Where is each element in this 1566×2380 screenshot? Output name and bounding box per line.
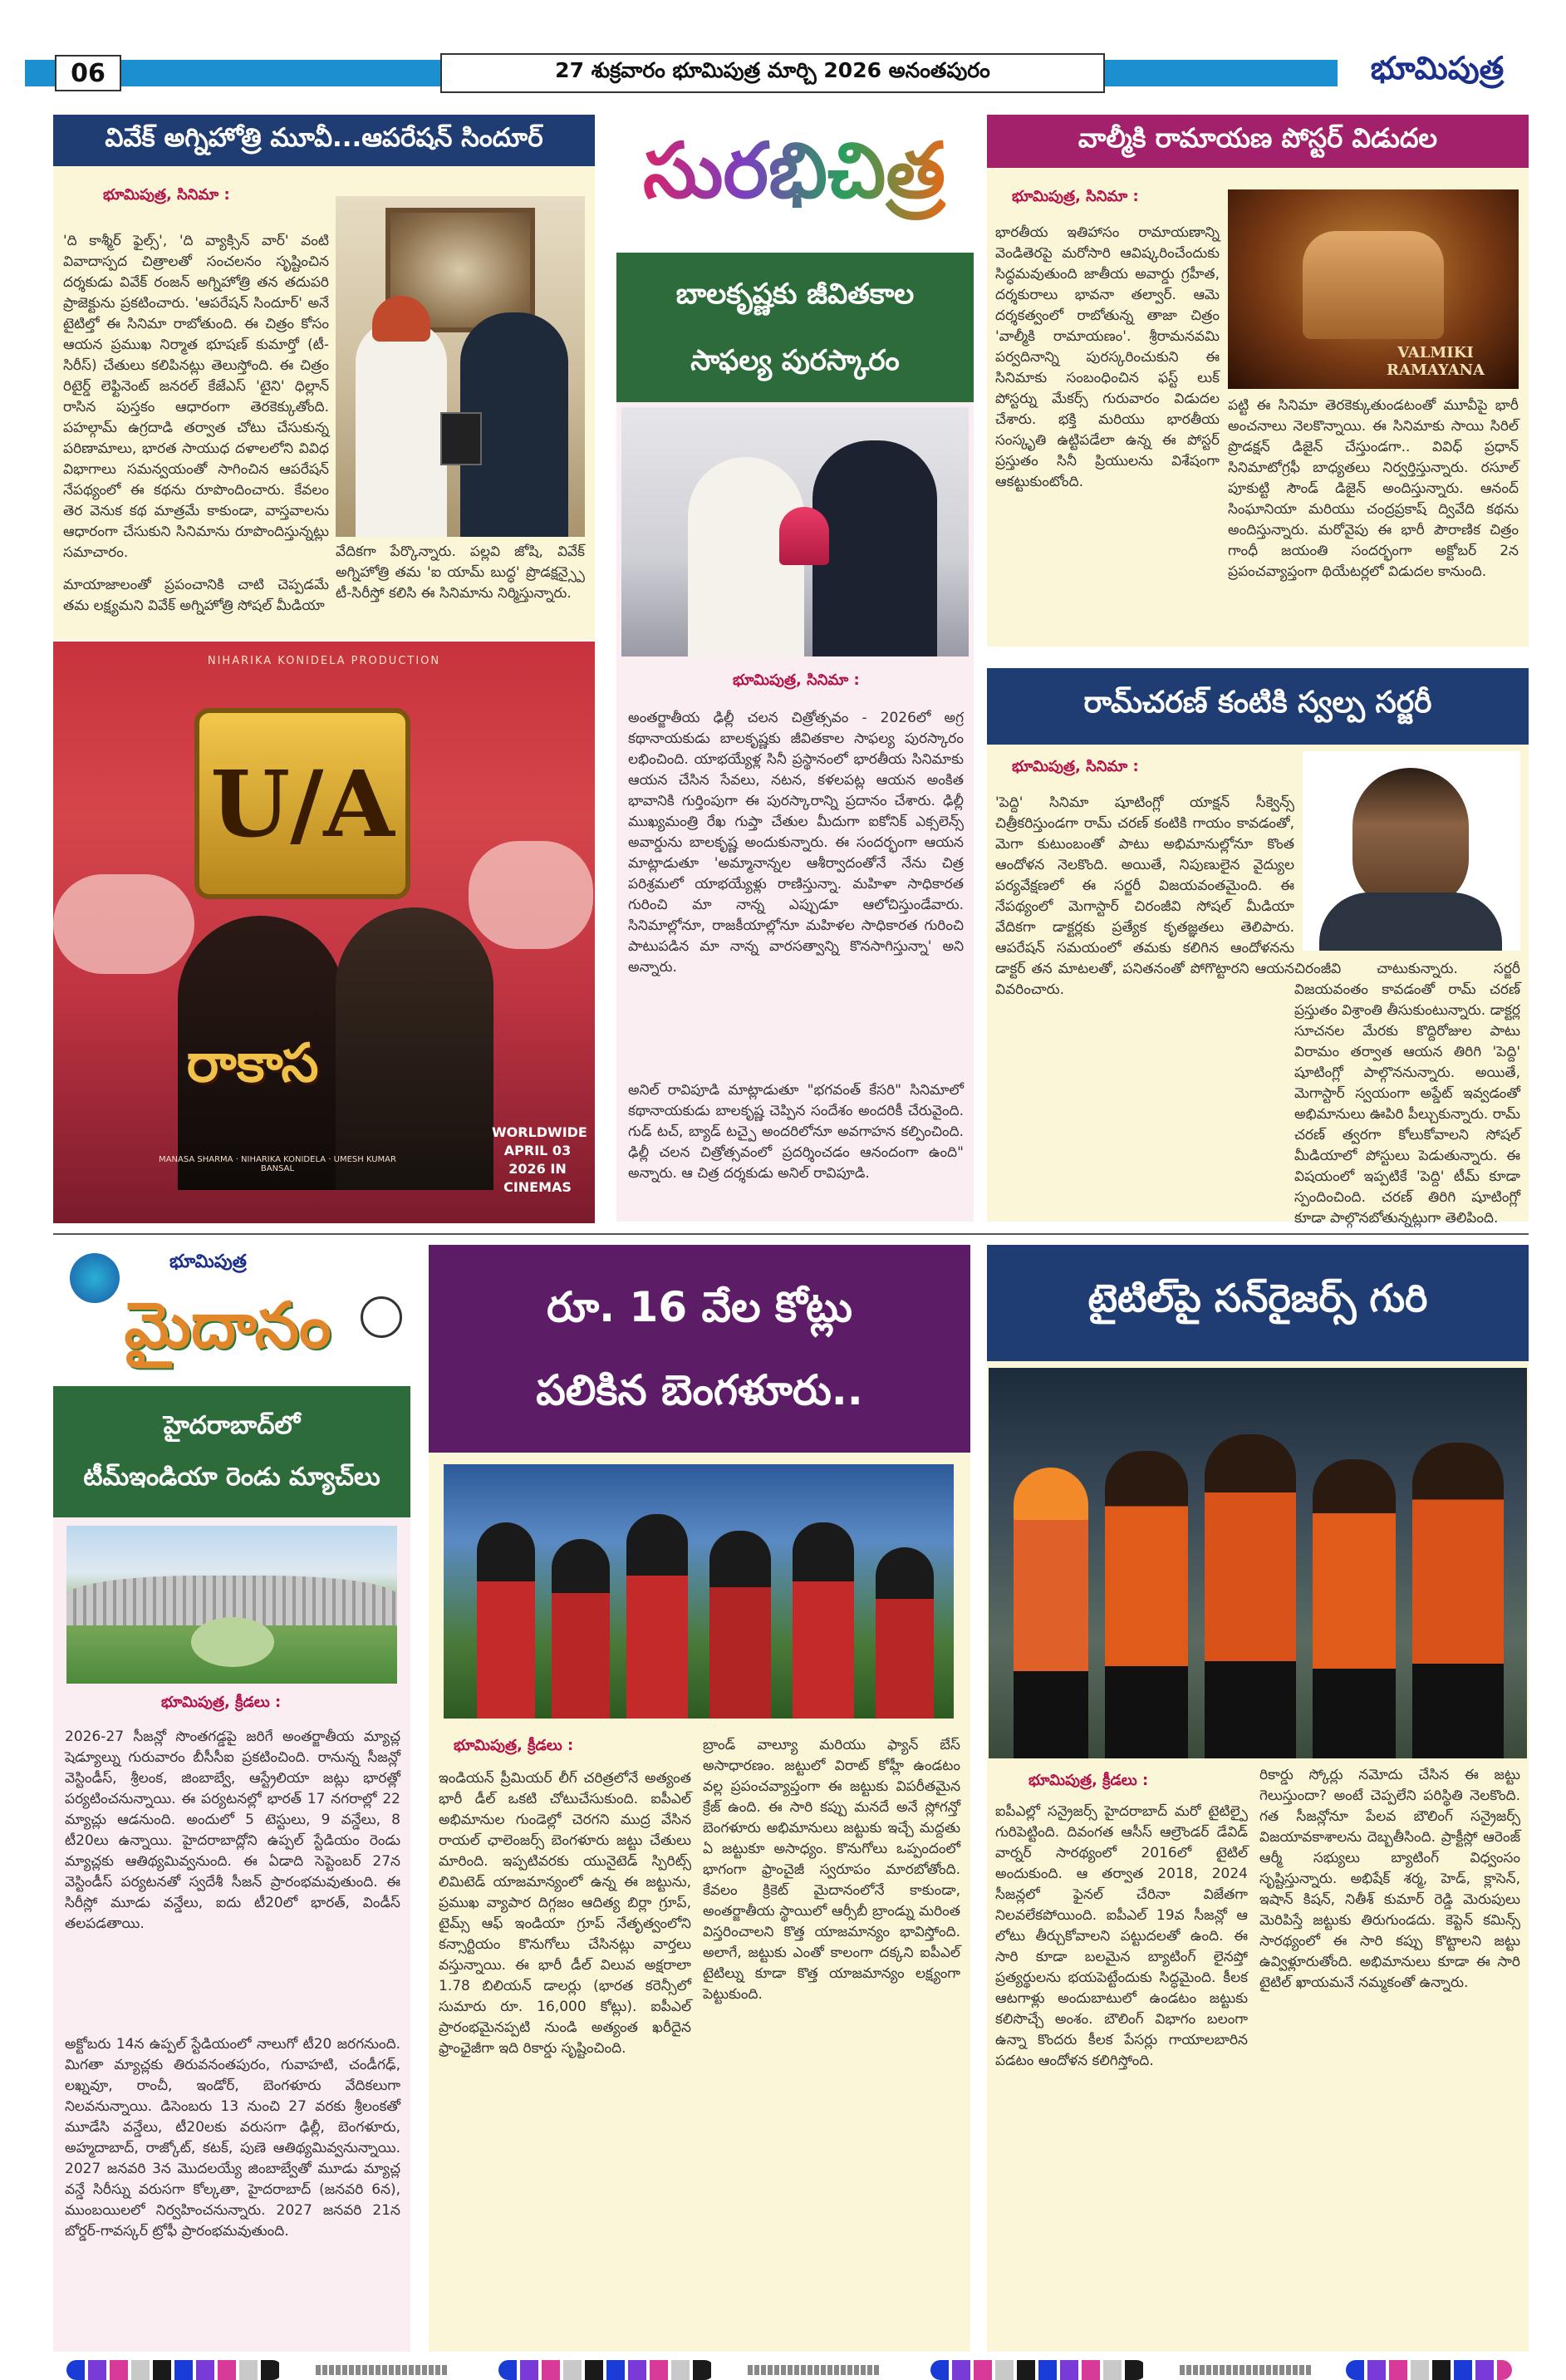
poster-credits: MANASA SHARMA · NIHARIKA KONIDELA · UMESH KUMAR BANSAL	[159, 1155, 396, 1173]
ua-badge-text: U/A	[210, 750, 395, 858]
balakrishna-body2: అనిల్ రావిపూడి మాట్లాడుతూ "భగవంత్ కేసరి" సినిమాలో కథానాయకుడు బాలకృష్ణ చెప్పిన సందేశం అందరికీ చేరువైంది. గుడ్ టచ్, బ్యాడ్ టచ్పై అందరిలోనూ అవగాహన కల్పించింది. ఢిల్లీ చలన చిత్రోత్సవంలో ప్రదర్శించడం ఆనందంగా ఉంది" అన్నారు. ఆ చిత్ర దర్శకుడు అనిల్ రావిపూడి.	[628, 1082, 964, 1182]
balakrishna-body: అంతర్జాతీయ ఢిల్లీ చలన చిత్రోత్సవం - 2026లో అగ్ర కథానాయకుడు బాలకృష్ణకు జీవితకాల సాఫల్య పురస్కారం లభించింది. యాభయ్యేళ్ల సినీ ప్రస్థానంలో భారతీయ సినిమాకు ఆయన చేసిన సేవలు, నటన, కళలపట్ల ఆయన అంకిత భావానికి గుర్తింపుగా ఈ పురస్కారాన్ని ప్రదానం చేశారు. ఢిల్లీ ముఖ్యమంత్రి రేఖ గుప్తా చేతుల మీదుగా ఐకోనిక్ ఎక్సలెన్స్ అవార్డును బాలకృష్ణ అందుకున్నారు. ఈ సందర్భంగా ఆయన మాట్లాడుతూ 'అమ్మానాన్నల ఆశీర్వాదంతోనే నేను చిత్ర పరిశ్రమలో యాభయ్యేళ్లు రాణిస్తున్నా. మహిళా సాధికారత గురించి మా నాన్న ఎప్పుడూ ఆలోచిస్తుండేవారు. సినిమాల్లోనూ, రాజకీయాల్లోనూ మహిళల సాధికారత గురించి పాటుపడిన మా నాన్న వారసత్వాన్ని కొనసాగిస్తున్నా' అని అన్నారు.	[628, 710, 964, 976]
poster-title: రాకాస	[186, 1032, 319, 1094]
bengaluru-byline: భూమిపుత్ర, క్రీడలు :	[454, 1737, 574, 1754]
masthead-logo	[1342, 47, 1533, 96]
player-2	[552, 1539, 610, 1719]
reg-bar-2	[748, 2365, 881, 2375]
balakrishna-byline: భూమిపుత్ర, సినిమా :	[733, 671, 860, 689]
maidanam-headline-1: హైదరాబాద్‌లో	[163, 1411, 301, 1440]
sunrisers-headline-text: టైటిల్‌పై సన్‌రైజర్స్ గురి	[1087, 1276, 1428, 1320]
poster-release: WORLDWIDE APRIL 03 2026 IN CINEMAS	[492, 1124, 587, 1195]
page-number	[55, 55, 121, 91]
section-divider	[53, 1233, 1529, 1235]
maidanam-body: 2026-27 సీజన్లో సొంతగడ్డపై జరిగే అంతర్జాతీయ మ్యాచ్ల షెడ్యూల్ను గురువారం బీసీసీఐ ప్రకటించింది. రానున్న సీజన్లో వెస్టిండీస్, శ్రీలంక, జింబాబ్వే, ఆస్ట్రేలియా జట్లు భారత్లో పర్యటించనున్నాయి. ఈ పర్యటనల్లో భారత్ 17 నగరాల్లో 22 మ్యాచ్లు ఆడనుంది. అందులో 5 టెస్టులు, 9 వన్డేలు, 8 టీ20లు ఉన్నాయి. హైదరాబాద్లోని ఉప్పల్ స్టేడియం రెండు మ్యాచ్లకు ఆతిథ్యమివ్వనుంది. ఈ ఏడాది సెప్టెంబర్ 27న వెస్టిండీస్ పర్యటనతో స్వదేశీ సీజన్ ప్రారంభమవుతుంది. ఈ సిరీస్లో మూడు వన్డేలు, ఐదు టీ20లో భారత్, విండీస్ తలపడతాయి.	[65, 1728, 400, 1932]
smoke-right	[469, 841, 593, 949]
ua-badge	[194, 708, 410, 899]
man-figure	[812, 440, 937, 656]
vivek-caption-cont: వేదికగా పేర్కొన్నారు. పల్లవి జోషి, వివేక్ అగ్నిహోత్రి తమ 'ఐ యామ్ బుద్ధ' ప్రొడక్షన్స్పై టీ-సిరీస్తో కలిసి ఈ సినిమాను నిర్మిస్తున్నారు.	[336, 543, 585, 602]
srh-player-2	[1105, 1451, 1188, 1758]
rakasa-poster	[53, 642, 595, 1223]
balakrishna-headline	[616, 253, 974, 402]
balakrishna-headline-1: బాలకృష్ణకు జీవితకాల	[675, 278, 915, 311]
valmiki-body-left: భారతీయ ఇతిహాసం రామాయణాన్ని వెండితెరపై మరోసారి ఆవిష్కరించేందుకు సిద్ధమవుతుంది జాతీయ అవార్డు గ్రహీత, దర్శకురాలు భావనా తల్వార్. ఆమె దర్శకత్వంలో రాబోతున్న తాజా చిత్రం 'వాల్మీకి రామాయణం'. శ్రీరామనవమి పర్వదినాన్ని పురస్కరించుకుని ఈ సినిమాకు సంబంధించిన ఫస్ట్ లుక్ పోస్టర్ను మేకర్స్ గురువారం విడుదల చేశారు. భక్తి మరియు భారతీయ సంస్కృతి ఉట్టిపడేలా ఉన్న ఈ పోస్టర్ ప్రస్తుతం సినీ ప్రియులను విశేషంగా ఆకట్టుకుంటోంది.	[995, 224, 1220, 490]
srh-player-1	[1014, 1468, 1088, 1758]
maidanam-brand-small: భూమిపుత్ర	[169, 1251, 247, 1272]
pitch	[191, 1617, 274, 1667]
valmiki-headline-text: వాల్మీకి రామాయణ పోస్టర్ విడుదల	[1078, 122, 1438, 154]
valmiki-headline	[987, 115, 1529, 168]
balakrishna-headline-2: సాఫల్య పురస్కారం	[690, 344, 900, 377]
vivek-headline-text: వివేక్ అగ్నిహోత్రి మూవీ...ఆపరేషన్ సిందూర్	[105, 122, 543, 153]
reg-dots-4	[1346, 2360, 1512, 2380]
ramcharan-body-top: 'పెద్ది' సినిమా షూటింగ్లో యాక్షన్ సీక్వెన్స్ చిత్రీకరిస్తుండగా రామ్ చరణ్ కంటికి గాయం కావడంతో, మెగా కుటుంబంతో పాటు అభిమానుల్లోనూ కొంత ఆందోళన నెలకొంది. అయితే, నిపుణులైన వైద్యుల పర్యవేక్షణలో ఈ సర్జరీ విజయవంతమైంది. ఈ నేపథ్యంలో మెగాస్టార్ చిరంజీవి సోషల్ మీడియా వేదికగా డాక్టర్లకు ప్రత్యేక కృతజ్ఞతలు తెలిపారు. ఆపరేషన్ సమయంలో తమకు కలిగిన ఆందోళనను డాక్టర్ తన మాటలతో, పనితనంతో పోగొట్టారని ఆయన వివరించారు.	[995, 794, 1294, 998]
bengaluru-article	[429, 1245, 970, 2352]
sunrisers-body-left: ఐపీఎల్లో సన్రైజర్స్ హైదరాబాద్ మరో టైటిల్పై గురిపెట్టింది. దివంగత ఆసీస్ ఆల్రౌండర్ డేవిడ్ వార్నర్ సారథ్యంలో 2016లో టైటిల్ అందుకుంది. ఆ తర్వాత 2018, 2024 సీజన్లలో ఫైనల్ చేరినా విజేతగా నిలవలేకపోయింది. ఐపీఎల్ 19వ సీజన్లో ఆ లోటు తీర్చుకోవాలని పట్టుదలతో ఉంది. ఈ సారి కూడా బలమైన బ్యాటింగ్ లైనప్తో ప్రత్యర్థులను భయపెట్టేందుకు సిద్ధమైంది. కీలక ఆటగాళ్లు అందుబాటులో ఉండటం జట్టుకు కలిసొచ్చే అంశం. బౌలింగ్ విభాగం బలంగా ఉన్నా కొందరు కీలక పేసర్లు గాయాలబారిన పడటం ఆందోళన కలిగిస్తోంది.	[995, 1803, 1248, 2069]
ramcharan-photo	[1303, 751, 1520, 951]
sunrisers-body-right: రికార్డు స్కోర్లు నమోదు చేసిన ఈ జట్టు గెలుస్తుందా? అంటే చెప్పలేని పరిస్థితి నెలకొంది. గత సీజన్లోనూ పేలవ బౌలింగ్ సన్రైజర్స్ విజయావకాశాలను దెబ్బతీసింది. ప్రాక్టీస్లో ఆరెంజ్ ఆర్మీ సభ్యులు బ్యాటింగ్ విధ్వంసం సృష్టిస్తున్నారు. అభిషేక్ శర్మ, హెడ్, క్లాసెన్, ఇషాన్ కిషన్, నితీశ్ కుమార్ రెడ్డి మెరుపులు మెరిపిస్తే జట్టుకు తిరుగుండదు. కెప్టెన్ కమిన్స్ సారథ్యంలో ఈ సారి కప్పు కొట్టాలని జట్టు ఉవ్విళ్లూరుతోంది. అభిమానులు కూడా ఈ సారి టైటిల్ ఖాయమనే నమ్మకంతో ఉన్నారు.	[1259, 1767, 1520, 1991]
reg-bar-3	[1180, 2365, 1313, 2375]
bengaluru-body-left: ఇండియన్ ప్రీమియర్ లీగ్ చరిత్రలోనే అత్యంత భారీ డీల్ ఒకటి చోటుచేసుకుంది. ఐపీఎల్ అభిమానుల గుండెల్లో చెరగని ముద్ర వేసిన రాయల్ ఛాలెంజర్స్ బెంగళూరు జట్టు చేతులు మారింది. ఇప్పటివరకు యునైటెడ్ స్పిరిట్స్ లిమిటెడ్ యాజమాన్యంలో ఉన్న ఈ జట్టును, ప్రముఖ వ్యాపార దిగ్గజం ఆదిత్య బిర్లా గ్రూప్, టైమ్స్ ఆఫ్ ఇండియా గ్రూప్ నేతృత్వంలోని కన్సార్టియం కొనుగోలు చేసినట్లు వార్తలు వస్తున్నాయి. ఈ భారీ డీల్ విలువ అక్షరాలా 1.78 బిలియన్ డాలర్లు (భారత కరెన్సీలో సుమారు రూ. 16,000 కోట్లు). ఐపీఎల్ ప్రారంభమైనప్పటి నుండి అత్యంత ఖరీదైన ఫ్రాంఛైజీగా ఇది రికార్డు సృష్టించింది.	[439, 1770, 691, 2057]
valmiki-byline: భూమిపుత్ర, సినిమా :	[1012, 188, 1139, 205]
valmiki-article	[987, 115, 1529, 647]
person-left	[356, 321, 447, 537]
player-1	[477, 1522, 535, 1719]
book-in-hand	[440, 412, 482, 465]
sunrisers-article	[987, 1245, 1529, 2352]
ramcharan-byline: భూమిపుత్ర, సినిమా :	[1012, 758, 1139, 775]
valmiki-body-right: పట్టి ఈ సినిమా తెరకెక్కుతుండటంతో మూవీపై భారీ అంచనాలు నెలకొన్నాయి. ఈ సినిమాకు సాయి సిరిల్ ప్రొడక్షన్ డిజైన్ చేస్తుండగా.. వివిధ్ ప్రధాన్ సినిమాటోగ్రఫీ బాధ్యతలు నిర్వర్తిస్తున్నారు. రసూల్ పూకుట్టి సౌండ్ డిజైన్ అందిస్తున్నారు. ఆనంద్ సింఘానియా మరియు చంద్రప్రకాష్ ద్వివేది కథను అందిస్తున్నారు. మరోవైపు ఈ భారీ పౌరాణిక చిత్రం గాంధీ జయంతి సందర్భంగా అక్టోబర్ 2న ప్రపంచవ్యాప్తంగా థియేటర్లలో విడుదల కానుంది.	[1228, 397, 1519, 580]
football-icon	[361, 1296, 402, 1338]
player-6	[876, 1547, 934, 1719]
poster-banner: NIHARIKA KONIDELA PRODUCTION	[207, 655, 441, 667]
maidanam-headline	[53, 1386, 410, 1517]
maidanam-byline: భూమిపుత్ర, క్రీడలు :	[161, 1694, 282, 1711]
footer-registration	[66, 2365, 1529, 2377]
ramcharan-headline-text: రామ్‌చరణ్ కంటికి స్వల్ప సర్జరీ	[1083, 686, 1432, 720]
smoke-left	[53, 874, 194, 974]
bengaluru-headline-2: పలికిన బెంగళూరు..	[536, 1366, 863, 1414]
vivek-tail: మాయాజాలంతో ప్రపంచానికి చాటి చెప్పడమే తమ లక్ష్యమని వివేక్ అగ్నిహోత్రి సోషల్ మీడియా	[63, 577, 329, 614]
rcb-photo	[444, 1464, 954, 1719]
reg-bar-1	[316, 2365, 449, 2375]
balakrishna-photo	[621, 407, 969, 656]
surabhi-title: సురభిచిత్ర	[643, 125, 945, 234]
bengaluru-body-right: బ్రాండ్ వాల్యూ మరియు ఫ్యాన్ బేస్ అసాధారణం. జట్టులో విరాట్ కోహ్లీ ఉండటం వల్ల ప్రపంచవ్యాప్తంగా ఈ జట్టుకు విపరీతమైన క్రేజ్ ఉంది. ఈ సారి కప్పు మనదే అనే స్లోగన్తో బెంగళూరు అభిమానులు జట్టుకు ఇచ్చే మద్దతు ఏ జట్టుకూ అసాధ్యం. కొనుగోలు ఒప్పందంలో భాగంగా ఫ్రాంచైజీ స్వరూపం మారబోతోంది. కేవలం క్రికెట్ మైదానంలోనే కాకుండా, అంతర్జాతీయ స్థాయిలో ఆర్సీబీ బ్రాండ్ను మరింత విస్తరించాలని కొత్త యాజమాన్యం భావిస్తోంది. అలాగే, జట్టుకు ఎంతో కాలంగా దక్కని ఐపీఎల్ టైటిల్ను కూడా కొత్త యాజమాన్యం లక్ష్యంగా పెట్టుకుంది.	[703, 1737, 960, 2003]
maidanam-logo	[53, 1247, 410, 1376]
balakrishna-article	[616, 253, 974, 1222]
award-trophy	[779, 507, 829, 565]
poster-feet	[1303, 231, 1444, 339]
logo-text: భూమిపుత్ర	[1370, 48, 1505, 86]
maidanam-headline-2: టీమ్‌ఇండియా రెండు మ్యాచ్‌లు	[83, 1463, 380, 1492]
stadium-photo	[66, 1526, 397, 1684]
player-4	[709, 1531, 771, 1719]
maidanam-body2: అక్టోబరు 14న ఉప్పల్ స్టేడియంలో నాలుగో టీ20 జరగనుంది. మిగతా మ్యాచ్లకు తిరువనంతపురం, గువాహటి, చండీగఢ్, లఖ్నవూ, రాంచీ, ఇండోర్, బెంగళూరు వేదికలుగా నిలవనున్నాయి. డిసెంబరు 13 నుంచి 27 వరకు శ్రీలంకతో మూడేసి వన్డేలు, టీ20లకు వరుసగా ఢిల్లీ, బెంగళూరు, అహ్మదాబాద్, రాజ్కోట్, కటక్, పుణె ఆతిథ్యమివ్వనున్నాయి. 2027 జనవరి 3న మొదలయ్యే జింబాబ్వేతో మూడు మ్యాచ్ల వన్డే సిరీస్ను వరుసగా కోల్కతా, హైదరాబాద్ (జనవరి 6న), ముంబయిలలో నిర్వహించనున్నారు. 2027 జనవరి 21న బోర్డర్-గావస్కర్ ట్రోఫీ ప్రారంభమవుతుంది.	[65, 2036, 400, 2240]
surabhi-logo	[615, 113, 974, 246]
reg-dots-2	[498, 2360, 714, 2380]
sunrisers-byline: భూమిపుత్ర, క్రీడలు :	[1028, 1772, 1149, 1789]
bengaluru-headline	[429, 1245, 970, 1453]
vivek-photo	[336, 196, 585, 537]
dateline	[440, 53, 1105, 93]
reg-dots-3	[930, 2360, 1146, 2380]
page-number-text: 06	[71, 58, 106, 88]
ramcharan-shoulders	[1319, 893, 1502, 951]
player-3	[626, 1514, 688, 1719]
vivek-article	[53, 115, 595, 640]
srh-photo	[989, 1368, 1527, 1758]
vivek-headline	[53, 115, 595, 166]
srh-player-5	[1412, 1443, 1504, 1758]
dateline-text: 27 శుక్రవారం భూమిపుత్ర మార్చి 2026 అనంతపురం	[555, 58, 990, 82]
srh-player-4	[1313, 1459, 1396, 1758]
bengaluru-headline-1: రూ. 16 వేల కోట్లు	[547, 1283, 852, 1331]
ramcharan-head	[1352, 768, 1469, 909]
sunrisers-headline	[987, 1245, 1529, 1361]
ramcharan-article	[987, 668, 1529, 1227]
valmiki-poster-title: VALMIKI RAMAYANA	[1386, 344, 1485, 379]
ramcharan-body-bottom: చిరంజీవి చాటుకున్నారు. సర్జరీ విజయవంతం కావడంతో రామ్ చరణ్ ప్రస్తుతం విశ్రాంతి తీసుకుంటున్నారు. డాక్టర్ల సూచనల మేరకు కొద్దిరోజుల పాటు విరామం తర్వాత ఆయన తిరిగి 'పెద్ది' షూటింగ్లో పాల్గొననున్నారు. అయితే, మెగాస్టార్ స్వయంగా అప్డేట్ ఇవ్వడంతో అభిమానులు ఊపిరి పీల్చుకున్నారు. రామ్ చరణ్ త్వరగా కోలుకోవాలని సోషల్ మీడియాలో పోస్టులు పెడుతున్నారు. ఈ విషయంలో ఇప్పటికే 'పెద్ది' టీమ్ కూడా స్పందించింది. చరణ్ తిరిగి షూటింగ్లో కూడా పాల్గొనబోతున్నట్లుగా తెలిపింది.	[1294, 961, 1520, 1227]
srh-player-3	[1205, 1434, 1296, 1758]
masthead	[25, 48, 1533, 95]
ramcharan-headline	[987, 668, 1529, 745]
vivek-byline: భూమిపుత్ర, సినిమా :	[103, 186, 230, 204]
maidanam-brand: మైదానం	[124, 1288, 331, 1362]
player-5	[793, 1522, 854, 1719]
vivek-body: 'ది కాశ్మీర్ ఫైల్స్', 'ది వ్యాక్సిన్ వార్' వంటి వివాదాస్పద చిత్రాలతో సంచలనం సృష్టించిన దర్శకుడు వివేక్ రంజన్ అగ్నిహోత్రి తన తదుపరి ప్రాజెక్టును ప్రకటించారు. 'ఆపరేషన్ సిందూర్' అనే టైటిల్తో ఈ సినిమా రాబోతుంది. ఈ చిత్రం కోసం ఆయన ప్రముఖ నిర్మాత భూషణ్ కుమార్తో (టీ-సిరీస్) చేతులు కలిపినట్లు తెలుస్తోంది. ఈ చిత్రం రిటైర్డ్ లెఫ్టినెంట్ జనరల్ కేజేఎస్ 'టైని' ధిల్లాన్ రాసిన పుస్తకం ఆధారంగా తెరకెక్కుతోంది. పహల్గామ్ ఉగ్రదాడి తర్వాత చోటు చేసుకున్న పరిణామాలు, భారత సాయుధ దళాలలోని వివిధ విభాగాలు సమన్వయంతో సాగించిన ఆపరేషన్ నేపథ్యంలో ఈ కథను రూపొందించారు. కేవలం తెర వెనుక కథ మాత్రమే కాకుండా, వాస్తవాలను ఆధారంగా చేసుకుని సినిమాను రూపొందిస్తున్నట్లు సమాచారం.	[63, 233, 329, 561]
maidanam-article	[53, 1386, 410, 2352]
valmiki-poster	[1228, 189, 1519, 389]
reg-dots-1	[66, 2360, 282, 2380]
